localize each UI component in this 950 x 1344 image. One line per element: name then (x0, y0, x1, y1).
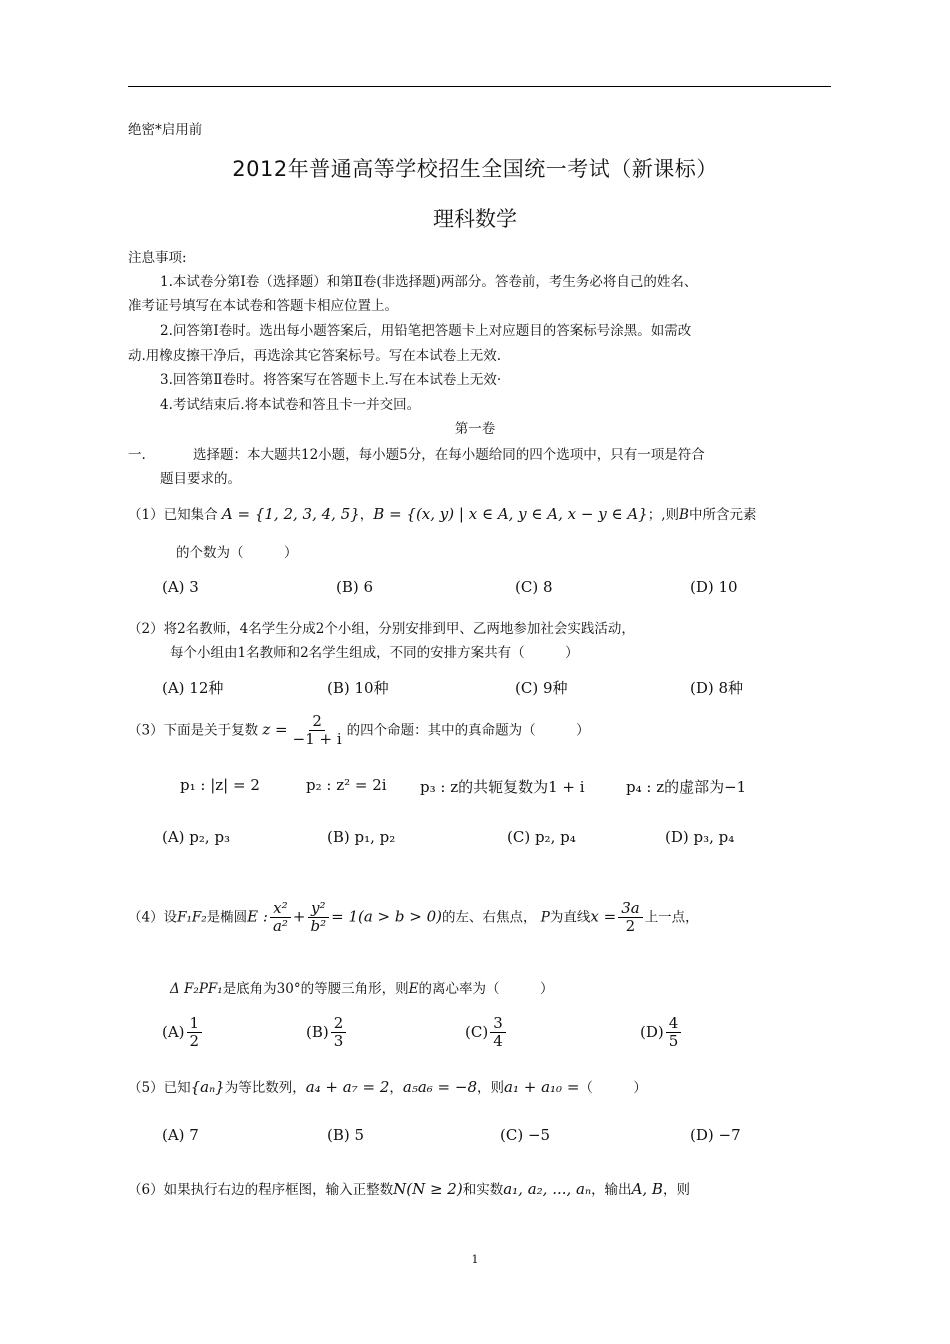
q4-option-b-num: 2 (331, 1015, 347, 1033)
page-title: 2012年普通高等学校招生全国统一考试（新课标） (232, 157, 718, 181)
question-4-number: （4） (128, 909, 164, 926)
question-4-line-1 (128, 900, 699, 936)
q1-option-a: (A) 3 (162, 578, 199, 596)
note-1b: 准考证号填写在本试卷和答题卡相应位置上。 (128, 298, 398, 314)
question-6-text-b: 和实数 (462, 1182, 504, 1198)
proposition-p4: p₄ : z的虚部为−1 (626, 778, 747, 796)
page-subtitle: 理科数学 (433, 207, 517, 231)
part-instructions-b: 题目要求的。 (160, 471, 241, 487)
note-2b: 动.用橡皮擦干净后，再选涂其它答案标号。写在本试卷上无效. (128, 348, 502, 364)
question-6-text-c: ，输出 (591, 1182, 632, 1198)
z-equals: z = (262, 720, 288, 739)
q4-option-d-fraction (666, 1015, 682, 1051)
question-2-text-a: 将2名教师，4名学生分成2个小组，分别安排到甲、乙两地参加社会实践活动， (163, 621, 635, 637)
q4-option-d-label: (D) (640, 1022, 664, 1041)
input-n: N(N ≥ 2) (393, 1180, 463, 1198)
confidential-label: 绝密*启用前 (128, 122, 203, 138)
q4-option-c-label: (C) (465, 1022, 489, 1041)
question-2-line-2: 每个小组由1名教师和2名学生组成，不同的安排方案共有（ ） (170, 645, 579, 661)
question-2-line-1 (128, 617, 635, 637)
condition-2: a₅a₆ = −8 (402, 1078, 478, 1096)
note-1a: 1.本试卷分第Ⅰ卷（选择题）和第Ⅱ卷(非选择题)两部分。答卷前，考生务必将自己的姓名、 (160, 274, 698, 290)
part-number: 一. (128, 447, 146, 463)
q4-option-a-den: 2 (189, 1032, 200, 1051)
q5-option-d: (D) −7 (690, 1126, 741, 1144)
q2-option-b: (B) 10种 (327, 679, 389, 697)
ellipse-label: E : (247, 907, 268, 926)
question-5-text-b: 为等比数列， (224, 1080, 306, 1096)
question-5-text-c: ，则 (477, 1080, 505, 1096)
question-2-number: （2） (128, 621, 164, 637)
question-3-number: （3） (128, 722, 164, 739)
question-1-number: （1） (128, 507, 164, 523)
question-5-line-1 (128, 1076, 647, 1096)
line-denominator: 2 (625, 917, 636, 936)
x-squared: x² (270, 900, 290, 918)
question-3-line-1 (128, 713, 590, 749)
triangle-symbol: Δ F₂PF₁ (170, 981, 223, 997)
y-squared-fraction (307, 900, 329, 936)
question-1-text-c: 中所含元素 (688, 507, 757, 523)
question-4-text-a: 设 (163, 909, 178, 926)
question-4-text-b: 是椭圆 (206, 909, 248, 926)
question-4-text-c: 的左、右焦点， (442, 909, 537, 926)
q3-option-c: (C) p₂, p₄ (507, 828, 576, 846)
q4-option-a (162, 1015, 204, 1051)
q4-option-c (465, 1015, 508, 1051)
sequence-symbol: {aₙ} (190, 1078, 225, 1096)
q5-option-c: (C) −5 (500, 1126, 551, 1144)
separator: ， (359, 507, 374, 523)
line-x-equals: x = (590, 907, 617, 926)
complex-fraction (290, 713, 345, 749)
question-6-line-1 (128, 1178, 690, 1198)
q1-option-c: (C) 8 (515, 578, 553, 596)
question-5-number: （5） (128, 1080, 164, 1096)
question-6-text-d: ，则 (662, 1182, 690, 1198)
question-4-text-d: 为直线 (549, 909, 591, 926)
q4-option-a-label: (A) (162, 1022, 185, 1041)
fraction-denominator: −1 + i (292, 730, 342, 749)
q5-option-b: (B) 5 (327, 1126, 365, 1144)
point-p: P (540, 909, 550, 926)
q2-option-a: (A) 12种 (162, 679, 224, 697)
input-sequence: a₁, a₂, ..., aₙ (503, 1180, 592, 1198)
proposition-p2: p₂ : z² = 2i (306, 776, 387, 794)
q4-option-c-fraction (490, 1015, 506, 1051)
q4-option-a-num: 1 (187, 1015, 203, 1033)
proposition-p1: p₁ : |z| = 2 (180, 776, 260, 794)
fraction-numerator: 2 (309, 713, 325, 731)
note-3: 3.回答第Ⅱ卷时。将答案写在答题卡上.写在本试卷上无效· (160, 372, 502, 388)
question-3-text-b: 的四个命题：其中的真命题为（ ） (346, 722, 590, 739)
set-a-definition: A = {1, 2, 3, 4, 5} (221, 505, 360, 523)
line-fraction (618, 900, 643, 936)
a-squared: a² (272, 917, 288, 936)
q4-option-b (306, 1015, 348, 1051)
y-squared: y² (308, 900, 329, 918)
q4-option-a-fraction (187, 1015, 203, 1051)
question-4-text-f: 是底角为30°的等腰三角形，则 (222, 981, 409, 997)
q1-option-d: (D) 10 (690, 578, 738, 596)
top-rule (128, 86, 831, 87)
question-1-line-1 (128, 503, 756, 523)
note-2a: 2.问答第Ⅰ卷时。选出每小题答案后，用铅笔把答题卡上对应题目的答案标号涂黑。如需改 (160, 323, 692, 339)
proposition-p3: p₃ : z的共轭复数为1 + i (420, 778, 585, 796)
part-instructions-a: 选择题：本大题共12小题，每小题5分，在每小题给同的四个选项中，只有一项是符合 (193, 447, 705, 463)
question-3-text-a: 下面是关于复数 (163, 722, 259, 739)
ellipse-symbol: E (408, 981, 419, 997)
question-5-text-d: （ ） (579, 1080, 647, 1096)
question-5-text-a: 已知 (163, 1080, 191, 1096)
q2-option-d: (D) 8种 (690, 679, 744, 697)
q4-option-d (640, 1015, 683, 1051)
note-4: 4.考试结束后.将本试卷和答且卡一并交回。 (160, 397, 421, 413)
question-4-text-e: 上一点， (644, 909, 699, 926)
foci-symbols: F₁F₂ (177, 909, 207, 926)
b-squared: b² (310, 917, 327, 936)
q3-option-a: (A) p₂, p₃ (162, 828, 231, 846)
question-4-line-2 (170, 977, 553, 997)
question-4-text-g: 的离心率为（ ） (418, 981, 554, 997)
q3-option-d: (D) p₃, p₄ (665, 828, 735, 846)
separator: ， (389, 1080, 403, 1096)
q2-option-c: (C) 9种 (515, 679, 568, 697)
volume-heading: 第一卷 (454, 421, 496, 437)
set-b-definition: B = {(x, y) | x ∈ A, y ∈ A, x − y ∈ A} (373, 505, 648, 523)
q4-option-d-den: 5 (668, 1032, 679, 1051)
q4-option-c-den: 4 (493, 1032, 503, 1051)
notes-heading: 注息事项: (128, 250, 187, 266)
question-6-number: （6） (128, 1182, 164, 1198)
q4-option-c-num: 3 (490, 1015, 506, 1033)
question-1-text-b: ；,则 (647, 507, 680, 523)
plus-sign: + (292, 907, 306, 926)
question-1-text-a: 已知集合 (163, 507, 218, 523)
question-6-text-a: 如果执行右边的程序框图，输入正整数 (163, 1182, 394, 1198)
question-1-line-2: 的个数为（ ） (176, 545, 298, 561)
q5-option-a: (A) 7 (162, 1126, 199, 1144)
x-squared-fraction (270, 900, 291, 936)
q4-option-b-den: 3 (333, 1032, 344, 1051)
q4-option-b-label: (B) (306, 1022, 329, 1041)
q4-option-b-fraction (331, 1015, 347, 1051)
condition-1: a₄ + a₇ = 2 (305, 1078, 390, 1096)
q4-option-d-num: 4 (666, 1015, 682, 1033)
output-ab: A, B (631, 1180, 663, 1198)
q1-option-b: (B) 6 (336, 578, 374, 596)
q3-option-b: (B) p₁, p₂ (327, 828, 396, 846)
line-numerator: 3a (618, 900, 643, 918)
target-sum: a₁ + a₁₀ = (504, 1078, 580, 1096)
ellipse-condition: = 1(a > b > 0) (331, 907, 442, 926)
set-b-symbol: B (679, 507, 689, 523)
page-number: 1 (471, 1253, 479, 1266)
